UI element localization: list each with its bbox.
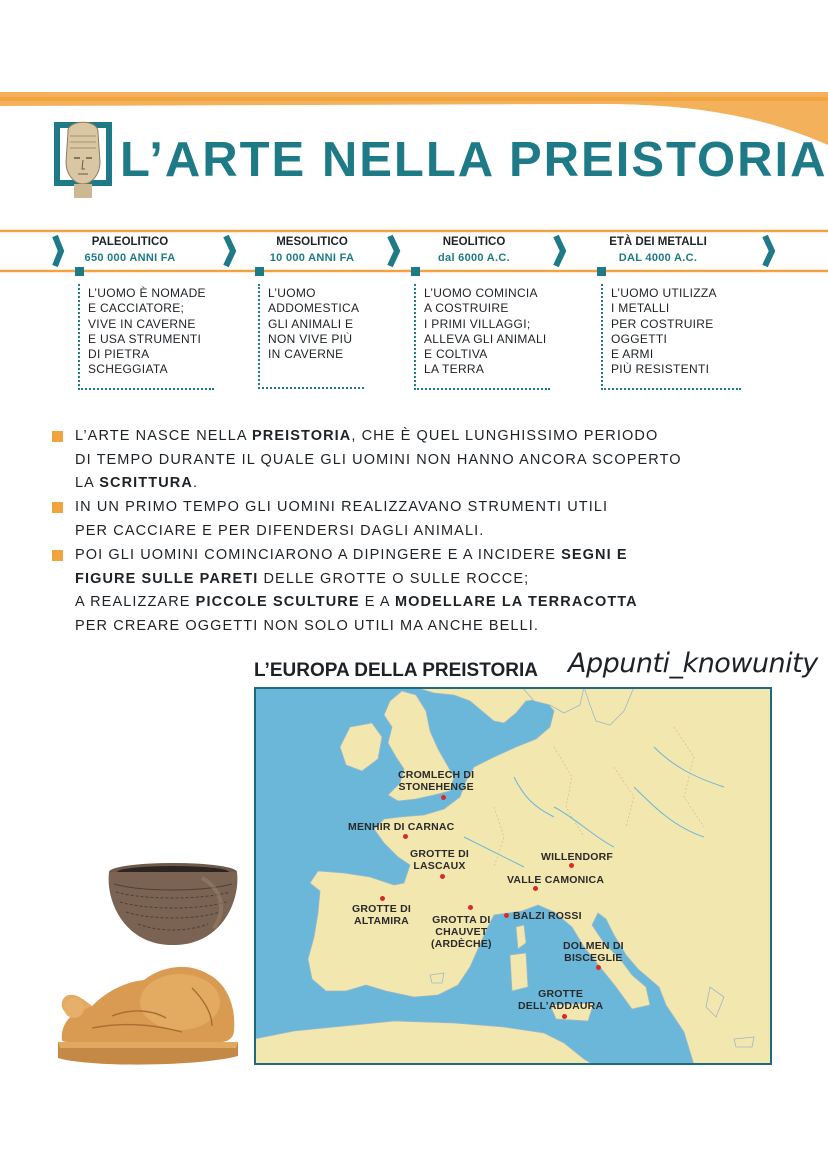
bullet-square-icon — [52, 550, 63, 561]
description-line: PIÙ RESISTENTI — [611, 362, 710, 377]
period-description-paleolitico — [78, 284, 214, 390]
description-line: SCHEGGIATA — [88, 362, 168, 377]
timeline-marker — [597, 267, 606, 276]
site-dot — [403, 834, 408, 839]
site-dot — [441, 795, 446, 800]
description-line: E COLTIVA — [424, 347, 488, 362]
site-label-altamira: GROTTE DI ALTAMIRA — [352, 903, 411, 927]
timeline-marker — [411, 267, 420, 276]
description-line: E USA STRUMENTI — [88, 331, 202, 346]
description-line: LA TERRA — [424, 362, 485, 377]
description-line: I METALLI — [611, 301, 670, 316]
period-description-metalli — [601, 284, 741, 390]
site-dot — [380, 896, 385, 901]
description-line: ALLEVA GLI ANIMALI — [424, 331, 547, 346]
description-line: L’UOMO COMINCIA — [424, 286, 538, 300]
site-label-lascaux: GROTTE DI LASCAUX — [410, 848, 469, 872]
period-date-neolitico: dal 6000 A.C. — [438, 252, 510, 264]
period-name-metalli: ETÀ DEI METALLI — [609, 236, 707, 248]
period-name-mesolitico: MESOLITICO — [276, 236, 348, 248]
site-dot — [596, 965, 601, 970]
description-line: PER COSTRUIRE — [611, 316, 714, 331]
description-line: E ARMI — [611, 347, 654, 362]
description-line: L’UOMO UTILIZZA — [611, 286, 717, 300]
description-line: OGGETTI — [611, 331, 668, 346]
site-dot — [504, 913, 509, 918]
period-description-mesolitico — [258, 284, 364, 389]
site-label-stonehenge: CROMLECH DI STONEHENGE — [398, 769, 475, 793]
timeline-marker — [75, 267, 84, 276]
site-dot — [440, 874, 445, 879]
chevron-right-icon — [556, 236, 563, 266]
terracotta-pot-image — [102, 858, 244, 946]
site-label-willendorf: WILLENDORF — [541, 851, 613, 863]
period-name-neolitico: NEOLITICO — [442, 236, 506, 248]
site-label-bisceglie: DOLMEN DI BISCEGLIE — [563, 940, 624, 964]
description-line: DI PIETRA — [88, 347, 150, 362]
site-label-addaura: GROTTE DELL’ADDAURA — [518, 988, 604, 1012]
description-line: I PRIMI VILLAGGI; — [424, 316, 531, 331]
description-line: A COSTRUIRE — [424, 301, 509, 316]
watermark: Appunti_knowunity — [568, 648, 818, 679]
description-line: VIVE IN CAVERNE — [88, 316, 196, 331]
site-label-chauvet: GROTTA DI CHAUVET (ARDÈCHE) — [431, 914, 492, 950]
site-label-camonica: VALLE CAMONICA — [507, 874, 605, 886]
timeline-marker — [255, 267, 264, 276]
description-line: GLI ANIMALI E — [268, 316, 354, 331]
site-label-carnac: MENHIR DI CARNAC — [348, 821, 455, 833]
description-line: IN CAVERNE — [268, 347, 344, 362]
bullet-square-icon — [52, 502, 63, 513]
bullet-square-icon — [52, 431, 63, 442]
period-description-neolitico — [414, 284, 550, 390]
period-date-metalli: DAL 4000 A.C. — [618, 252, 698, 264]
description-line: L’UOMO — [268, 286, 316, 300]
map-title: L’EUROPA DELLA PREISTORIA — [254, 660, 538, 681]
period-date-mesolitico: 10 000 ANNI FA — [269, 252, 355, 264]
site-dot — [468, 905, 473, 910]
description-line: E CACCIATORE; — [88, 301, 185, 316]
description-line: ADDOMESTICA — [268, 301, 360, 316]
site-dot — [562, 1014, 567, 1019]
site-dot — [533, 886, 538, 891]
site-label-balzi: BALZI ROSSI — [513, 910, 582, 922]
sleeping-lady-figurine-image — [52, 958, 242, 1070]
description-line: NON VIVE PIÙ — [268, 331, 353, 346]
period-name-paleolitico: PALEOLITICO — [91, 236, 169, 248]
page-title: L’ARTE NELLA PREISTORIA — [120, 133, 828, 187]
description-line: L’UOMO È NOMADE — [88, 286, 206, 300]
site-dot — [569, 863, 574, 868]
period-date-paleolitico: 650 000 ANNI FA — [84, 252, 176, 264]
chevron-right-icon — [765, 236, 772, 266]
